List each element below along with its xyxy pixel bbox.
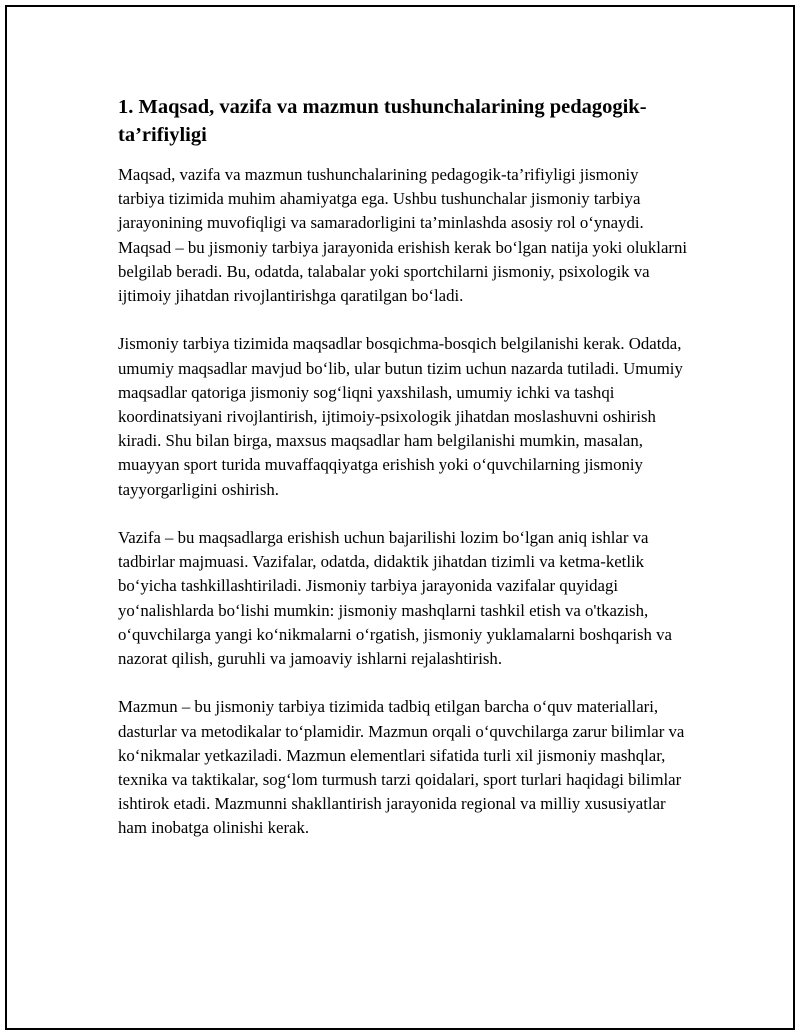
- paragraph-maqsadlar-bosqichlari: Jismoniy tarbiya tizimida maqsadlar bosqichma-bosqich belgilanishi kerak. Odatda, umumiy maqsadlar mavjud bo‘lib, ular butun tizim uchun nazarda tutiladi. Umumiy maqsadlar qatoriga jismoniy sog‘liqni yaxshilash, umumiy ichki va tashqi koordinatsiyani rivojlantirish, ijtimoiy-psixologik jihatdan moslashuvni oshirish kiradi. Shu bilan birga, maxsus maqsadlar ham belgilanishi mumkin, masalan, muayyan sport turida muvaffaqqiyatga erishish yoki o‘quvchilarning jismoniy tayyorgarligini oshirish.: [118, 334, 683, 499]
- document-body: [118, 93, 688, 865]
- paragraph-mazmun: Mazmun – bu jismoniy tarbiya tizimida tadbiq etilgan barcha o‘quv materiallari, dasturlar va metodikalar to‘plamidir. Mazmun orqali o‘quvchilarga zarur bilimlar va ko‘nikmalar yetkaziladi. Mazmun elementlari sifatida turli xil jismoniy mashqlar, texnika va taktikalar, sog‘lom turmush tarzi qoidalari, sport turlari haqidagi bilimlar ishtirok etadi. Mazmunni shakllantirish jarayonida regional va milliy xususiyatlar ham inobatga olinishi kerak.: [118, 697, 685, 838]
- paragraph-maqsad: Maqsad, vazifa va mazmun tushunchalarining pedagogik-ta’rifiyligi jismoniy tarbiya tizimida muhim ahamiyatga ega. Ushbu tushunchalar jismoniy tarbiya jarayonining muvofiqligi va samaradorligini ta’minlashda asosiy rol o‘ynaydi. Maqsad – bu jismoniy tarbiya jarayonida erishish kerak bo‘lgan natija yoki oluklarni belgilab beradi. Bu, odatda, talabalar yoki sportchilarni jismoniy, psixologik va ijtimoiy jihatdan rivojlantirishga qaratilgan bo‘ladi.: [118, 165, 688, 306]
- section-heading: 1. Maqsad, vazifa va mazmun tushunchalarining pedagogik-ta’rifiyligi: [118, 96, 647, 146]
- paragraph-vazifa: Vazifa – bu maqsadlarga erishish uchun bajarilishi lozim bo‘lgan aniq ishlar va tadbirlar majmuasi. Vazifalar, odatda, didaktik jihatdan tizimli va ketma-ketlik bo‘yicha tashkillashtiriladi. Jismoniy tarbiya jarayonida vazifalar quyidagi yo‘nalishlarda bo‘lishi mumkin: jismoniy mashqlarni tashkil etish va o'tkazish, o‘quvchilarga yangi ko‘nikmalarni o‘rgatish, jismoniy yuklamalarni boshqarish va nazorat qilish, guruhli va jamoaviy ishlarni rejalashtirish.: [118, 528, 672, 669]
